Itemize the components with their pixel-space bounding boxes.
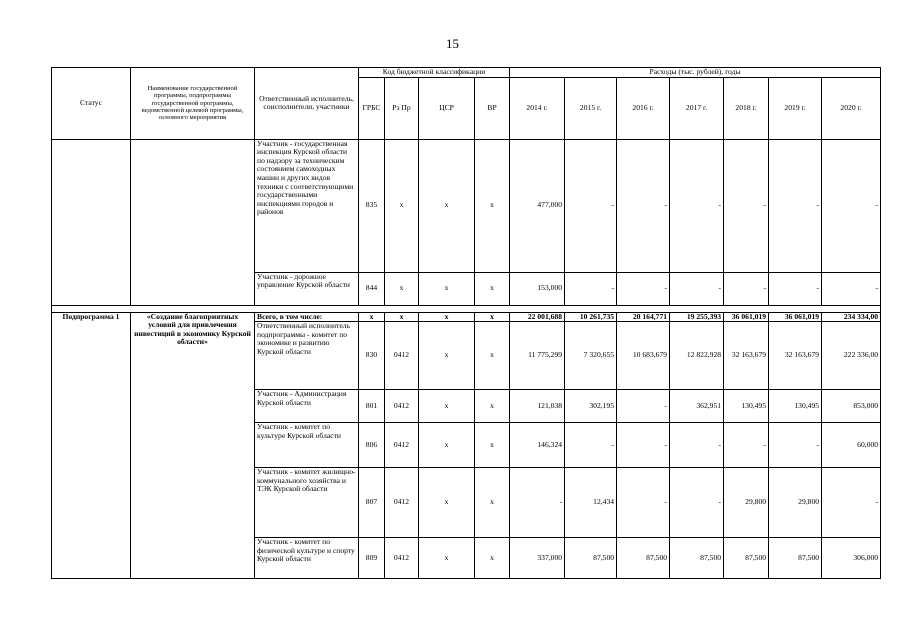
rzpr-cell: 0412 — [385, 468, 419, 538]
vr-cell: x — [475, 390, 510, 423]
value-cell: 853,000 — [822, 390, 881, 423]
header-budget-code: Код бюджетной классификации — [359, 68, 510, 78]
value-cell: 87,500 — [724, 538, 769, 579]
value-cell: - — [769, 139, 822, 272]
participant-cell: Участник - дорожное управление Курской области — [255, 272, 359, 305]
value-cell: 7 320,655 — [565, 322, 617, 390]
value-cell: - — [670, 272, 724, 305]
value-cell: 10 261,735 — [565, 312, 617, 322]
vr-cell: x — [475, 312, 510, 322]
value-cell: 12,434 — [565, 468, 617, 538]
value-cell: 12 822,928 — [670, 322, 724, 390]
header-csr: ЦСР — [419, 77, 475, 139]
header-year: 2019 г. — [769, 77, 822, 139]
csr-cell: x — [419, 468, 475, 538]
vr-cell: x — [475, 272, 510, 305]
header-rzpr: Рз Пр — [385, 77, 419, 139]
value-cell: - — [822, 272, 881, 305]
participant-cell: Участник - государственная инспекция Курской области по надзору за техническим состоянием самоходных машин и других видов техники с соответствующими государственными инспекциями городов и районов — [255, 139, 359, 272]
rzpr-cell: 0412 — [385, 538, 419, 579]
value-cell: - — [670, 139, 724, 272]
name-cell-empty — [131, 139, 255, 305]
status-cell: Подпрограмма 1 — [52, 312, 131, 579]
spacer-cell — [52, 305, 881, 312]
header-year: 2016 г. — [617, 77, 670, 139]
value-cell: - — [565, 272, 617, 305]
vr-cell: x — [475, 468, 510, 538]
value-cell: 36 061,019 — [769, 312, 822, 322]
header-responsible: Ответственный исполнитель, соисполнители, участники — [255, 68, 359, 140]
value-cell: 302,195 — [565, 390, 617, 423]
grbs-cell: 807 — [359, 468, 385, 538]
value-cell: 87,500 — [617, 538, 670, 579]
participant-cell: Ответственный исполнитель подпрограммы - комитет по экономике и развитию Курской области — [255, 322, 359, 390]
value-cell: 130,495 — [724, 390, 769, 423]
value-cell: 32 163,679 — [769, 322, 822, 390]
value-cell: - — [822, 139, 881, 272]
value-cell: 234 334,00 — [822, 312, 881, 322]
value-cell: 87,500 — [565, 538, 617, 579]
value-cell: 362,951 — [670, 390, 724, 423]
participant-cell: Участник - комитет по культуре Курской области — [255, 423, 359, 468]
value-cell: - — [617, 423, 670, 468]
value-cell: - — [565, 423, 617, 468]
value-cell: 29,800 — [769, 468, 822, 538]
csr-cell: x — [419, 272, 475, 305]
value-cell: - — [670, 423, 724, 468]
header-vr: ВР — [475, 77, 510, 139]
header-year: 2020 г. — [822, 77, 881, 139]
header-grbs: ГРБС — [359, 77, 385, 139]
grbs-cell: 806 — [359, 423, 385, 468]
csr-cell: x — [419, 322, 475, 390]
header-year: 2015 г. — [565, 77, 617, 139]
vr-cell: x — [475, 538, 510, 579]
page-number: 15 — [446, 36, 459, 51]
value-cell: - — [617, 139, 670, 272]
csr-cell: x — [419, 423, 475, 468]
grbs-cell: x — [359, 312, 385, 322]
value-cell: - — [670, 468, 724, 538]
value-cell: 36 061,019 — [724, 312, 769, 322]
grbs-cell: 835 — [359, 139, 385, 272]
rzpr-cell: 0412 — [385, 390, 419, 423]
value-cell: 19 255,393 — [670, 312, 724, 322]
value-cell: 10 683,679 — [617, 322, 670, 390]
header-year: 2017 г. — [670, 77, 724, 139]
header-name: Наименование государственной программы, подпрограммы государственной программы, ведомственной целевой программы, основного мероприятия — [131, 68, 255, 140]
value-cell: - — [617, 272, 670, 305]
csr-cell: x — [419, 390, 475, 423]
budget-table — [51, 67, 881, 579]
value-cell: 20 164,771 — [617, 312, 670, 322]
value-cell: 130,495 — [769, 390, 822, 423]
value-cell: - — [769, 423, 822, 468]
value-cell: 32 163,679 — [724, 322, 769, 390]
value-cell: - — [822, 468, 881, 538]
vr-cell: x — [475, 322, 510, 390]
header-year: 2018 г. — [724, 77, 769, 139]
rzpr-cell: 0412 — [385, 322, 419, 390]
value-cell: - — [617, 390, 670, 423]
vr-cell: x — [475, 139, 510, 272]
status-cell-empty — [52, 139, 131, 305]
grbs-cell: 809 — [359, 538, 385, 579]
table-row — [52, 139, 881, 272]
header-year: 2014 г. — [510, 77, 565, 139]
value-cell: 222 336,00 — [822, 322, 881, 390]
value-cell: - — [617, 468, 670, 538]
value-cell: 29,800 — [724, 468, 769, 538]
value-cell: 146,324 — [510, 423, 565, 468]
participant-cell: Участник - комитет по физической культуре и спорту Курской области — [255, 538, 359, 579]
csr-cell: x — [419, 312, 475, 322]
value-cell: 11 775,299 — [510, 322, 565, 390]
csr-cell: x — [419, 139, 475, 272]
total-label: Всего, в том числе: — [255, 312, 359, 322]
table-row-total — [52, 312, 881, 322]
value-cell: - — [510, 468, 565, 538]
vr-cell: x — [475, 423, 510, 468]
participant-cell: Участник - Администрация Курской области — [255, 390, 359, 423]
rzpr-cell: x — [385, 272, 419, 305]
value-cell: 121,038 — [510, 390, 565, 423]
value-cell: 87,500 — [670, 538, 724, 579]
csr-cell: x — [419, 538, 475, 579]
value-cell: - — [565, 139, 617, 272]
rzpr-cell: x — [385, 139, 419, 272]
value-cell: - — [769, 272, 822, 305]
value-cell: 22 001,688 — [510, 312, 565, 322]
header-status: Статус — [52, 68, 131, 140]
value-cell: 306,000 — [822, 538, 881, 579]
value-cell: - — [724, 139, 769, 272]
value-cell: 60,000 — [822, 423, 881, 468]
value-cell: - — [724, 272, 769, 305]
rzpr-cell: x — [385, 312, 419, 322]
grbs-cell: 844 — [359, 272, 385, 305]
participant-cell: Участник - комитет жилищно-коммунального хозяйства и ТЭК Курской области — [255, 468, 359, 538]
value-cell: 87,500 — [769, 538, 822, 579]
grbs-cell: 830 — [359, 322, 385, 390]
value-cell: 337,000 — [510, 538, 565, 579]
grbs-cell: 801 — [359, 390, 385, 423]
value-cell: - — [724, 423, 769, 468]
table-spacer-row — [52, 305, 881, 312]
header-expenses: Расходы (тыс. рублей), годы — [510, 68, 881, 78]
value-cell: 153,000 — [510, 272, 565, 305]
value-cell: 477,000 — [510, 139, 565, 272]
subprogram-name: «Создание благоприятных условий для привлечения инвестиций в экономику Курской области» — [131, 312, 255, 579]
rzpr-cell: 0412 — [385, 423, 419, 468]
